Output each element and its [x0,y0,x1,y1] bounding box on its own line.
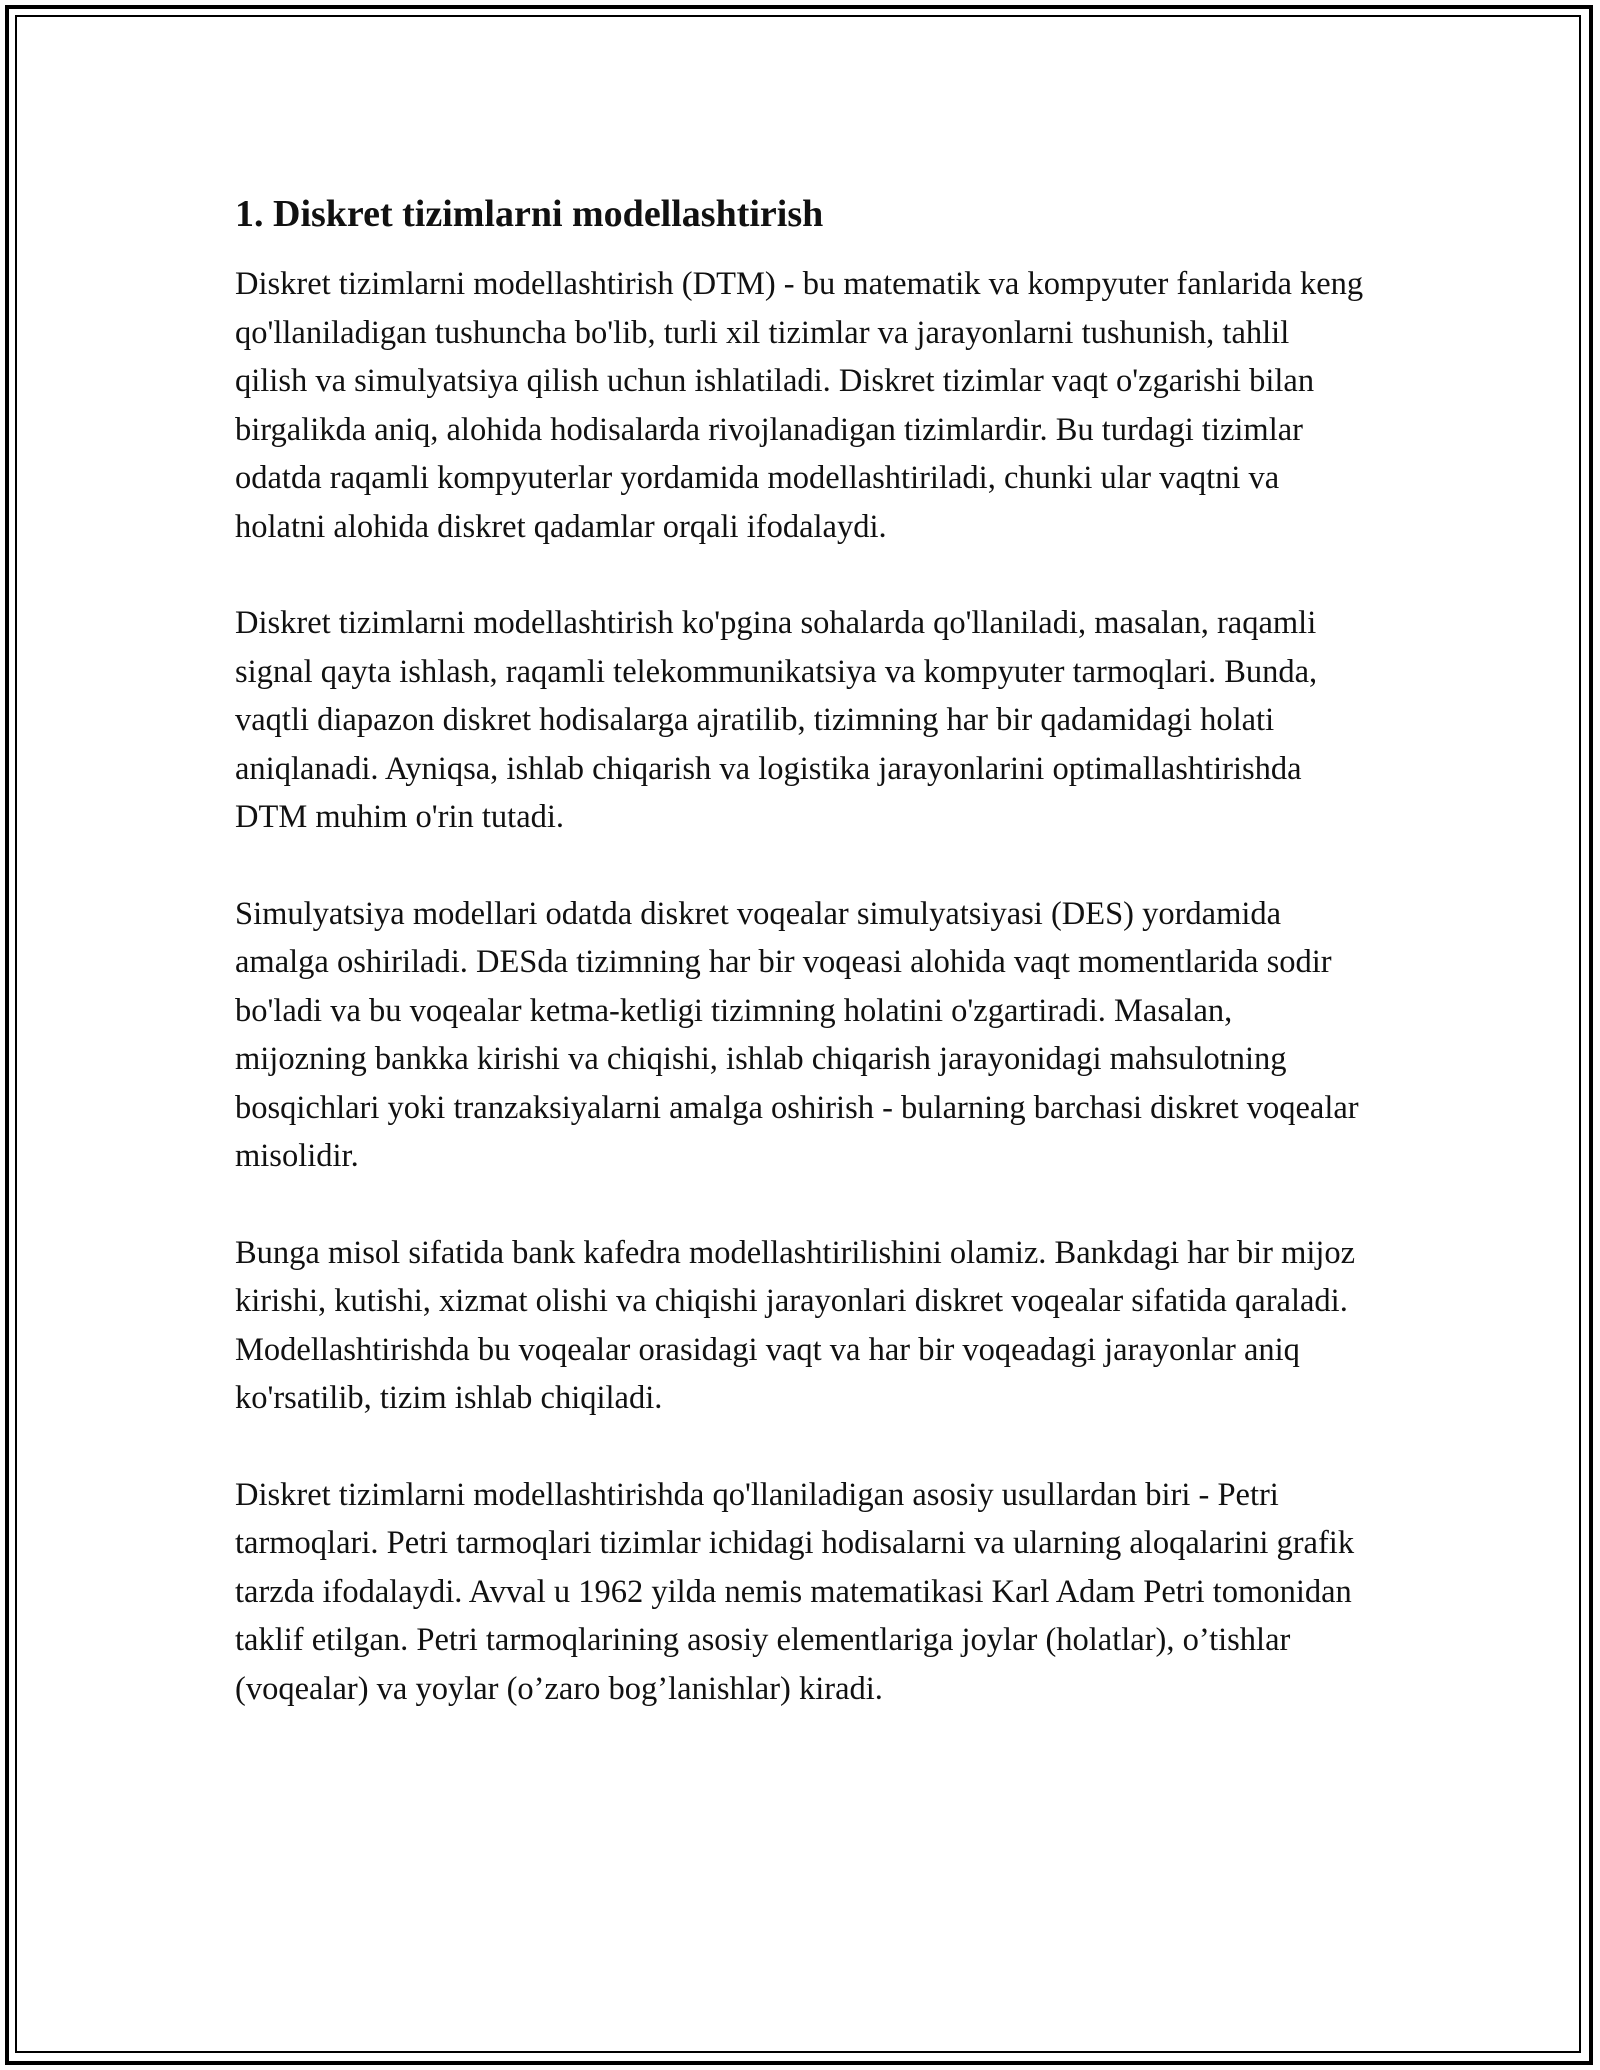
paragraph-bank-example: Bunga misol sifatida bank kafedra modellashtirilishini olamiz. Bankdagi har bir mijoz kirishi, kutishi, xizmat olishi va chiqishi jarayonlari diskret voqealar sifatida qaraladi. Modellashtirishda bu voqealar orasidagi vaqt va har bir voqeadagi jarayonlar aniq ko'rsatilib, tizim ishlab chiqiladi. [235,1234,1356,1416]
paragraph-dtm-definition: Diskret tizimlarni modellashtirish (DTM) - bu matematik va kompyuter fanlarida keng qo'llaniladigan tushuncha bo'lib, turli xil tizimlar va jarayonlarni tushunish, tahlil qilish va simulyatsiya qilish uchun ishlatiladi. Diskret tizimlar vaqt o'zgarishi bilan birgalikda aniq, alohida hodisalarda rivojlanadigan tizimlardir. Bu turdagi tizimlar odatda raqamli kompyuterlar yordamida modellashtiriladi, chunki ular vaqtni va holatni alohida diskret qadamlar orqali ifodalaydi. [235,266,1364,545]
section-title: 1. Diskret tizimlarni modellashtirish [235,193,824,235]
paragraph-dtm-applications: Diskret tizimlarni modellashtirish ko'pgina sohalarda qo'llaniladi, masalan, raqamli signal qayta ishlash, raqamli telekommunikatsiya va kompyuter tarmoqlari. Bunda, vaqtli diapazon diskret hodisalarga ajratilib, tizimning har bir qadamidagi holati aniqlanadi. Ayniqsa, ishlab chiqarish va logistika jarayonlarini optimallashtirishda DTM muhim o'rin tutadi. [235,605,1318,835]
paragraph-des-simulation: Simulyatsiya modellari odatda diskret voqealar simulyatsiyasi (DES) yordamida amalga oshiriladi. DESda tizimning har bir voqeasi alohida vaqt momentlarida sodir bo'ladi va bu voqealar ketma-ketligi tizimning holatini o'zgartiradi. Masalan, mijozning bankka kirishi va chiqishi, ishlab chiqarish jarayonidagi mahsulotning bosqichlari yoki tranzaksiyalarni amalga oshirish - bularning barchasi diskret voqealar misolidir. [235,895,1359,1174]
document-body [235,186,1365,1713]
paragraph-petri-nets: Diskret tizimlarni modellashtirishda qo'llaniladigan asosiy usullardan biri - Petri tarmoqlari. Petri tarmoqlari tizimlar ichidagi hodisalarni va ularning aloqalarini grafik tarzda ifodalaydi. Avval u 1962 yilda nemis matematikasi Karl Adam Petri tomonidan taklif etilgan. Petri tarmoqlarining asosiy elementlariga joylar (holatlar), o’tishlar (voqealar) va yoylar (o’zaro bog’lanishlar) kiradi. [235,1476,1355,1707]
